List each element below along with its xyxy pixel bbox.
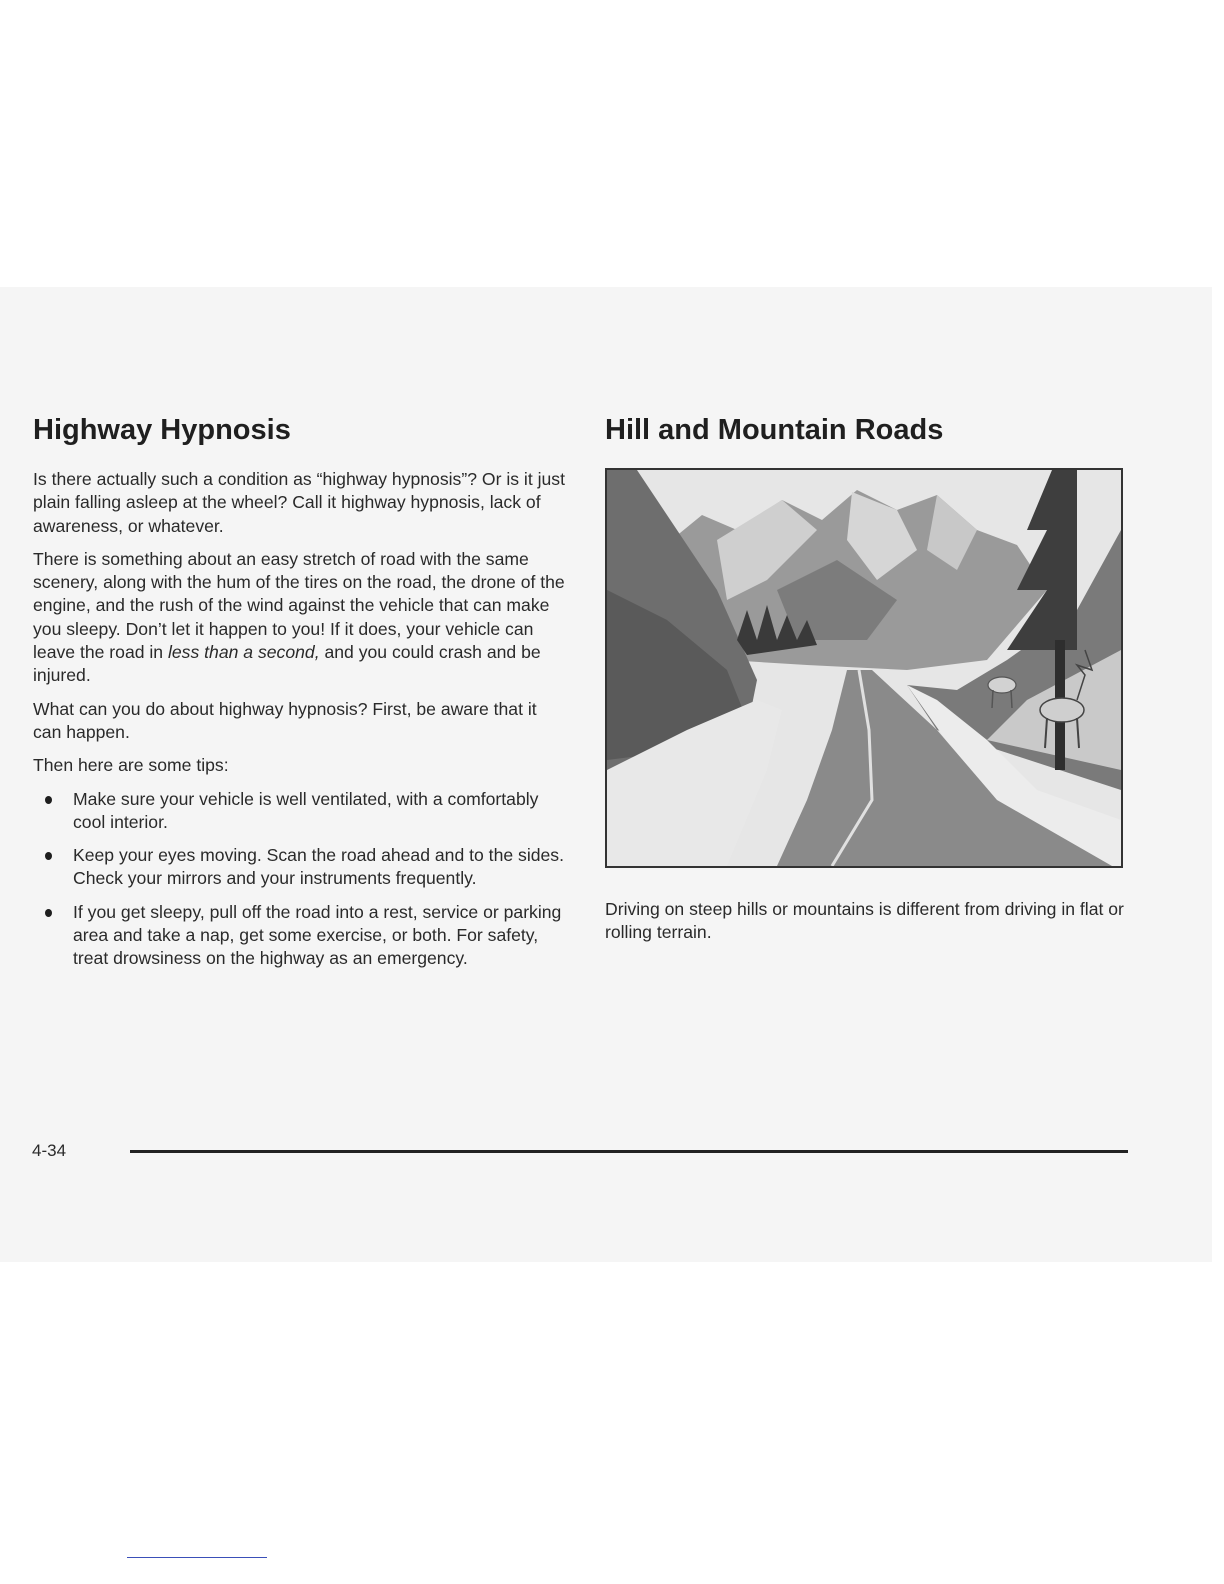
section-title-hill-mountain-roads: Hill and Mountain Roads (605, 414, 944, 446)
bullet-icon (45, 796, 52, 804)
bullet-icon (45, 909, 52, 917)
list-item (33, 788, 568, 835)
tip-text: Make sure your vehicle is well ventilated, with a comfortably cool interior. (73, 788, 539, 832)
list-item (33, 844, 568, 891)
mountain-road-illustration (605, 468, 1123, 868)
paragraph-what-to-do: What can you do about highway hypnosis? First, be aware that it can happen. (33, 698, 537, 742)
bottom-link-underline (127, 1557, 267, 1558)
caption-hill-mountain: Driving on steep hills or mountains is different from driving in flat or rolling terrain. (605, 899, 1124, 943)
page-number: 4-34 (32, 1141, 67, 1160)
section-title-highway-hypnosis: Highway Hypnosis (33, 414, 291, 446)
left-column (33, 412, 568, 981)
paragraph-intro: Is there actually such a condition as “highway hypnosis”? Or is it just plain falling asleep at the wheel? Call it highway hypnosis, lack of awareness, or whatever. (33, 469, 565, 536)
tip-text: If you get sleepy, pull off the road into a rest, service or parking area and take a nap, get some exercise, or both. For safety, treat drowsiness on the highway as an emergency. (73, 901, 562, 969)
paragraph-warning-text-a: There is something about an easy stretch of road with the same scenery, along with the hum of the tires on the road, the drone of the engine, and the rush of the wind against the vehicle that can make you sleepy. Don’t let it happen to you! If it does, your vehicle can leave the road in (33, 548, 565, 663)
mountain-road-drawing (607, 470, 1121, 866)
paragraph-tips-intro: Then here are some tips: (33, 755, 229, 776)
right-column (605, 412, 1135, 955)
paragraph-warning-emphasis: less than a second, (167, 642, 320, 663)
bullet-icon (45, 852, 52, 860)
tip-text: Keep your eyes moving. Scan the road ahead and to the sides. Check your mirrors and your instruments frequently. (73, 845, 564, 889)
paragraph-sleepy-warning (33, 548, 568, 688)
tips-list (33, 788, 568, 971)
footer-divider (130, 1150, 1128, 1153)
list-item (33, 901, 568, 971)
paragraph-warning-text-b: and you could crash and be injured. (33, 642, 541, 686)
